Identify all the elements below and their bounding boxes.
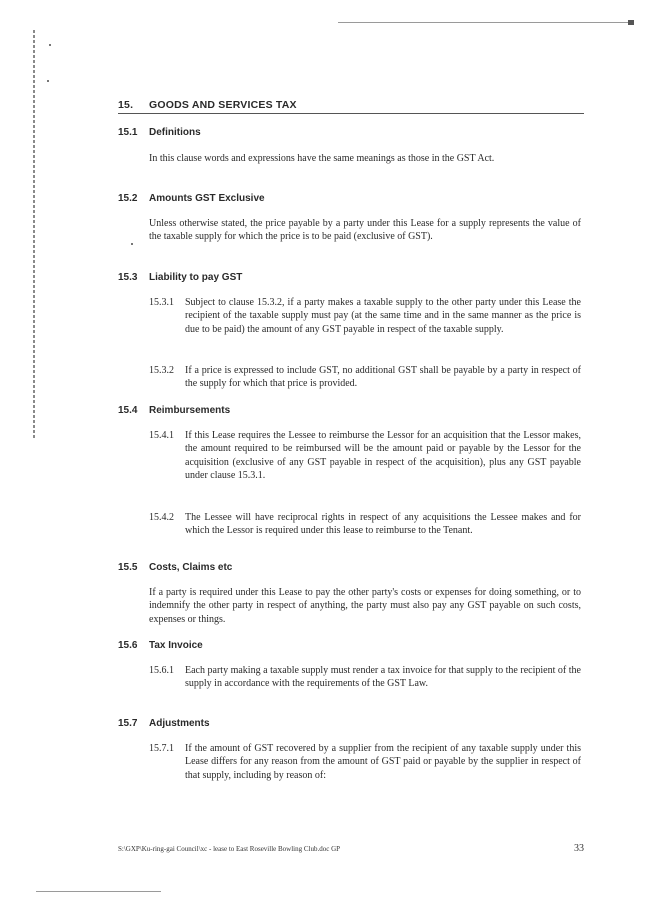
section-title: Reimbursements <box>149 405 231 416</box>
subclause <box>149 364 581 391</box>
main-heading-number: 15. <box>118 99 134 111</box>
section-heading-liability-to-pay-gst <box>118 272 242 283</box>
footer-file-path: S:\GXP\Ku-ring-gai Council\xc - lease to East Roseville Bowling Club.doc GP <box>118 845 341 853</box>
main-heading-title: GOODS AND SERVICES TAX <box>149 99 297 111</box>
subclause-text: The Lessee will have reciprocal rights in respect of any acquisitions the Lessee makes and for which the Lessor is required under this lease to reimburse to the Tenant. <box>185 512 581 537</box>
section-title: Costs, Claims etc <box>149 562 233 573</box>
section-paragraph: In this clause words and expressions have the same meanings as those in the GST Act. <box>149 153 495 164</box>
subclause-number: 15.4.1 <box>149 430 174 441</box>
scan-artifact-dot <box>49 44 51 46</box>
section-number: 15.6 <box>118 640 138 651</box>
section-heading-adjustments <box>118 718 210 729</box>
section-number: 15.4 <box>118 405 138 416</box>
subclause-text: If a price is expressed to include GST, no additional GST shall be payable by a party in respect of the supply for which that price is provided. <box>185 365 581 390</box>
subclause-number: 15.3.1 <box>149 297 174 308</box>
scan-artifact-top-line <box>338 22 630 23</box>
subclause-number: 15.3.2 <box>149 365 174 376</box>
page-number: 33 <box>574 843 584 854</box>
section-number: 15.5 <box>118 562 138 573</box>
section-number: 15.7 <box>118 718 138 729</box>
subclause <box>149 429 581 483</box>
section-heading-reimbursements <box>118 405 230 416</box>
subclause-number: 15.4.2 <box>149 512 174 523</box>
subclause-number: 15.6.1 <box>149 665 174 676</box>
subclause-text: Each party making a taxable supply must render a tax invoice for that supply to the recipient of the supply in accordance with the requirements of the GST Law. <box>185 665 581 690</box>
subclause-text: Subject to clause 15.3.2, if a party makes a taxable supply to the other party under this Lease the recipient of the taxable supply must pay (at the same time and in the same manner as the price is due to be paid) the amount of any GST payable in respect of the taxable supply. <box>185 297 581 335</box>
section-heading-costs-claims <box>118 562 232 573</box>
scan-artifact-bottom-line <box>36 891 161 892</box>
scan-artifact-top-mark <box>628 20 634 25</box>
subclause-number: 15.7.1 <box>149 743 174 754</box>
section-number: 15.2 <box>118 193 138 204</box>
scan-artifact-dot <box>131 243 133 245</box>
section-heading-definitions <box>118 127 201 138</box>
main-heading <box>118 99 584 114</box>
scan-artifact-dot <box>47 80 49 82</box>
section-paragraph: If a party is required under this Lease to pay the other party's costs or expenses for doing something, or to indemnify the other party in respect of anything, the party must also pay any GST payable on such costs, expenses or things. <box>149 587 581 625</box>
subclause-text: If this Lease requires the Lessee to reimburse the Lessor for an acquisition that the Lessor makes, the amount required to be reimbursed will be the amount paid or payable by the Lessor for the acquisition (exclusive of any GST payable in respect of the acquisition), plus any GST payable under clause 15.3.1. <box>185 430 581 482</box>
section-number: 15.3 <box>118 272 138 283</box>
scan-artifact-left-edge <box>33 30 35 440</box>
section-title: Adjustments <box>149 718 210 729</box>
subclause-text: If the amount of GST recovered by a supplier from the recipient of any taxable supply under this Lease differs for any reason from the amount of GST paid or payable by the supplier in respect of that supply, including by reason of: <box>185 743 581 781</box>
section-title: Liability to pay GST <box>149 272 243 283</box>
subclause <box>149 742 581 782</box>
section-title: Amounts GST Exclusive <box>149 193 265 204</box>
section-number: 15.1 <box>118 127 138 138</box>
section-heading-amounts-gst-exclusive <box>118 193 265 204</box>
section-paragraph: Unless otherwise stated, the price payable by a party under this Lease for a supply represents the value of the taxable supply for which the price is to be paid (exclusive of GST). <box>149 218 581 243</box>
subclause <box>149 511 581 538</box>
section-heading-tax-invoice <box>118 640 203 651</box>
section-title: Definitions <box>149 127 201 138</box>
section-title: Tax Invoice <box>149 640 203 651</box>
subclause <box>149 664 581 691</box>
subclause <box>149 296 581 336</box>
